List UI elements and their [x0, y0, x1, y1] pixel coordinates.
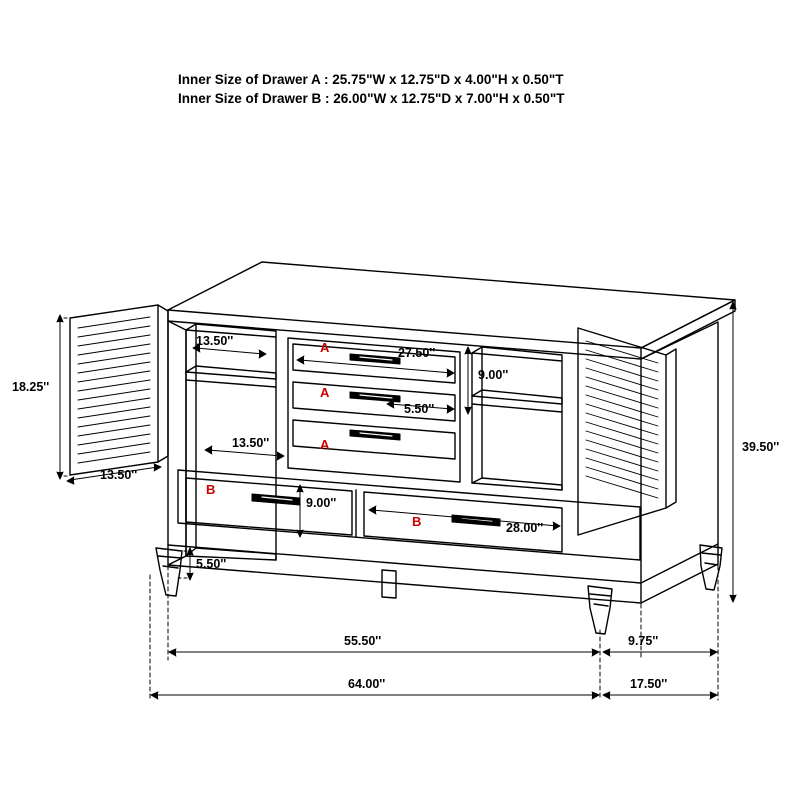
top-edge-right [641, 300, 735, 359]
drawer-a3-face [293, 420, 455, 459]
dim-drawer-b-width: 28.00'' [506, 521, 544, 535]
spec-line-drawer-b: Inner Size of Drawer B : 26.00"W x 12.75"D x 7.00"H x 0.50"T [178, 91, 565, 106]
left-door-edge [158, 305, 168, 462]
center-apron [382, 570, 396, 598]
dim-total-width: 64.00'' [348, 677, 386, 691]
drawer-label-b1: B [206, 482, 216, 497]
dim-total-height: 39.50'' [742, 440, 780, 454]
dim-drawer-a-height: 5.50'' [404, 402, 435, 416]
right-shelf-thickness [472, 404, 562, 412]
right-door-outer-panel [578, 328, 666, 535]
leg-front-left [156, 548, 182, 596]
dim-drawer-a-width: 27.50'' [398, 346, 436, 360]
cabinet-body [168, 321, 641, 603]
drawer-label-b2: B [412, 514, 422, 529]
drawer-label-a1: A [320, 340, 330, 355]
dim-left-door-height: 18.25'' [12, 380, 50, 394]
dim-left-door-width: 13.50'' [100, 468, 138, 482]
right-door-louvers [586, 341, 658, 498]
dim-depth: 17.50'' [630, 677, 668, 691]
left-cavity-back-left [186, 324, 196, 556]
dim-drawer-b-height: 9.00'' [306, 496, 337, 510]
dim-shelf-width-bottom: 13.50'' [232, 436, 270, 450]
right-door-edge [666, 349, 676, 508]
dim-body-width: 55.50'' [344, 634, 382, 648]
left-inner-side [168, 321, 186, 565]
dim-shelf-width-top: 13.50'' [196, 334, 234, 348]
left-door-louvers [78, 317, 150, 463]
left-shelf-front [186, 372, 276, 379]
leg-front-right [588, 586, 612, 634]
cabinet-right-side [641, 322, 718, 603]
right-cavity-bottom [482, 478, 562, 490]
left-shelf-thickness [186, 380, 276, 387]
drawer-label-a3: A [320, 437, 330, 452]
dim-drawer-stack-height: 9.00'' [478, 368, 509, 382]
spec-line-drawer-a: Inner Size of Drawer A : 25.75"W x 12.75"D x 4.00"H x 0.50"T [178, 72, 564, 87]
dim-right-overhang: 9.75'' [628, 634, 659, 648]
drawer-label-a2: A [320, 385, 330, 400]
handle-b1 [252, 494, 300, 505]
dim-leg-height: 5.50'' [196, 557, 227, 571]
